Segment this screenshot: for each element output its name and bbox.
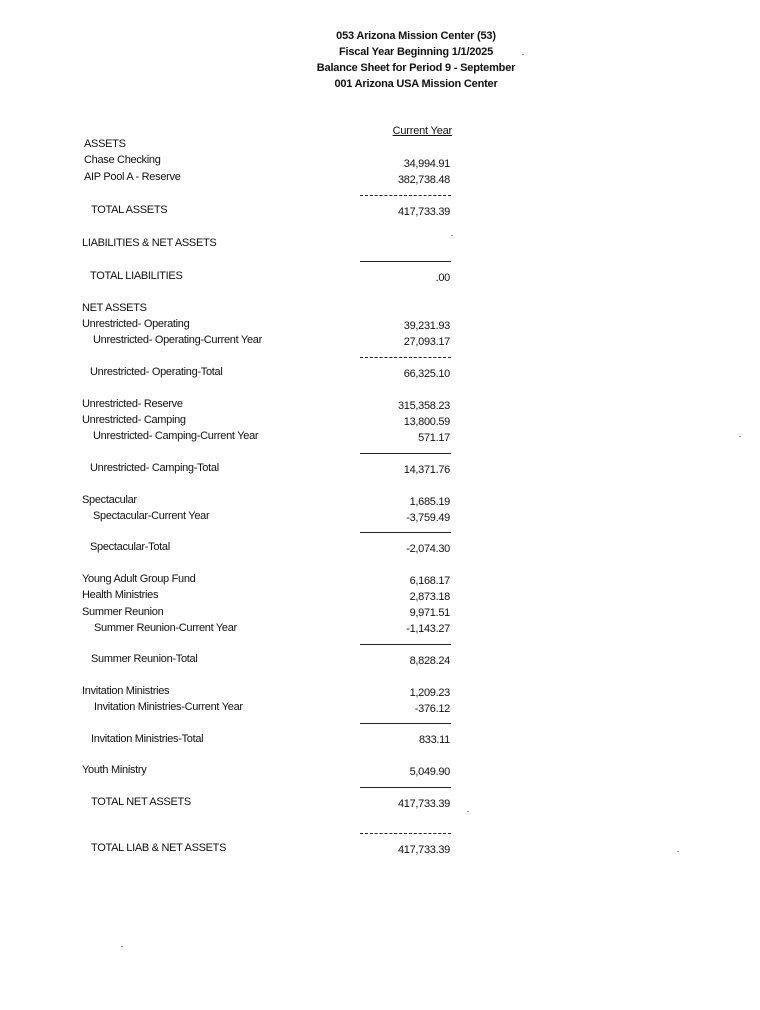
subtotal-rule (360, 833, 451, 834)
invitation-value: 1,209.23 (409, 687, 450, 699)
invitation-cy-value: -376.12 (414, 703, 450, 715)
invitation-total-value: 833.11 (418, 734, 450, 746)
unrestricted-camping-total-label: Unrestricted- Camping-Total (90, 462, 219, 474)
chase-checking-label: Chase Checking (84, 154, 161, 166)
spectacular-total-label: Spectacular-Total (90, 541, 170, 553)
scan-speck (677, 851, 679, 852)
invitation-cy-label: Invitation Ministries-Current Year (94, 701, 243, 713)
subtotal-rule (360, 261, 451, 262)
summer-reunion-cy-label: Summer Reunion-Current Year (94, 622, 237, 634)
header-report-title: Balance Sheet for Period 9 - September (316, 62, 516, 74)
column-header-current-year: Current Year (392, 125, 452, 137)
unrestricted-operating-cy-value: 27,093.17 (403, 336, 450, 348)
summer-reunion-total-value: 8,828.24 (409, 655, 450, 667)
young-adult-label: Young Adult Group Fund (82, 573, 196, 585)
summer-reunion-cy-value: -1,143.27 (406, 623, 450, 635)
unrestricted-operating-total-label: Unrestricted- Operating-Total (90, 366, 223, 378)
aip-pool-label: AIP Pool A - Reserve (84, 171, 181, 183)
unrestricted-camping-value: 13,800.59 (403, 416, 450, 428)
aip-pool-value: 382,738.48 (397, 174, 450, 186)
unrestricted-operating-label: Unrestricted- Operating (82, 318, 190, 330)
subtotal-rule (360, 644, 451, 645)
unrestricted-camping-cy-label: Unrestricted- Camping-Current Year (93, 430, 259, 442)
spectacular-cy-value: -3,759.49 (406, 512, 450, 524)
youth-ministry-label: Youth Ministry (82, 764, 147, 776)
young-adult-value: 6,168.17 (409, 575, 450, 587)
invitation-total-label: Invitation Ministries-Total (91, 733, 204, 745)
subtotal-rule (360, 532, 451, 533)
health-ministries-value: 2,873.18 (409, 591, 450, 603)
header-fiscal-year: Fiscal Year Beginning 1/1/2025 (339, 46, 493, 58)
subtotal-rule (360, 723, 451, 724)
spectacular-total-value: -2,074.30 (406, 543, 450, 555)
total-assets-value: 417,733.39 (397, 206, 450, 218)
scan-speck (121, 946, 123, 947)
youth-ministry-value: 5,049.90 (409, 766, 450, 778)
scan-speck (522, 54, 524, 55)
summer-reunion-total-label: Summer Reunion-Total (91, 653, 198, 665)
header-organization: 053 Arizona Mission Center (53) (336, 30, 496, 42)
unrestricted-reserve-label: Unrestricted- Reserve (82, 398, 183, 410)
subtotal-rule (360, 195, 451, 196)
net-assets-heading: NET ASSETS (82, 302, 147, 314)
total-liabilities-label: TOTAL LIABILITIES (90, 270, 183, 282)
header-entity: 001 Arizona USA Mission Center (334, 78, 498, 90)
scan-speck (739, 436, 741, 437)
subtotal-rule (360, 453, 451, 454)
summer-reunion-value: 9,971.51 (409, 607, 450, 619)
unrestricted-reserve-value: 315,358.23 (397, 400, 450, 412)
spectacular-label: Spectacular (82, 494, 137, 506)
unrestricted-operating-value: 39,231.93 (403, 320, 450, 332)
liabilities-heading: LIABILITIES & NET ASSETS (82, 237, 217, 249)
total-liab-net-assets-label: TOTAL LIAB & NET ASSETS (91, 842, 227, 854)
subtotal-rule (360, 787, 451, 788)
unrestricted-operating-cy-label: Unrestricted- Operating-Current Year (93, 334, 262, 346)
total-liabilities-value: .00 (435, 272, 450, 284)
total-assets-label: TOTAL ASSETS (91, 204, 168, 216)
unrestricted-camping-label: Unrestricted- Camping (82, 414, 186, 426)
total-liab-net-assets-value: 417,733.39 (397, 844, 450, 856)
invitation-label: Invitation Ministries (82, 685, 170, 697)
spectacular-cy-label: Spectacular-Current Year (93, 510, 210, 522)
unrestricted-camping-cy-value: 571.17 (418, 432, 450, 444)
scan-speck (467, 811, 469, 812)
scan-speck (451, 235, 453, 236)
assets-heading: ASSETS (84, 138, 126, 150)
summer-reunion-label: Summer Reunion (82, 606, 164, 618)
health-ministries-label: Health Ministries (82, 589, 159, 601)
chase-checking-value: 34,994.91 (403, 158, 450, 170)
subtotal-rule (360, 357, 451, 358)
unrestricted-operating-total-value: 66,325.10 (403, 368, 450, 380)
total-net-assets-value: 417,733.39 (397, 798, 450, 810)
spectacular-value: 1,685.19 (409, 496, 450, 508)
report-header (0, 28, 760, 92)
unrestricted-camping-total-value: 14,371.76 (403, 464, 450, 476)
total-net-assets-label: TOTAL NET ASSETS (91, 796, 191, 808)
